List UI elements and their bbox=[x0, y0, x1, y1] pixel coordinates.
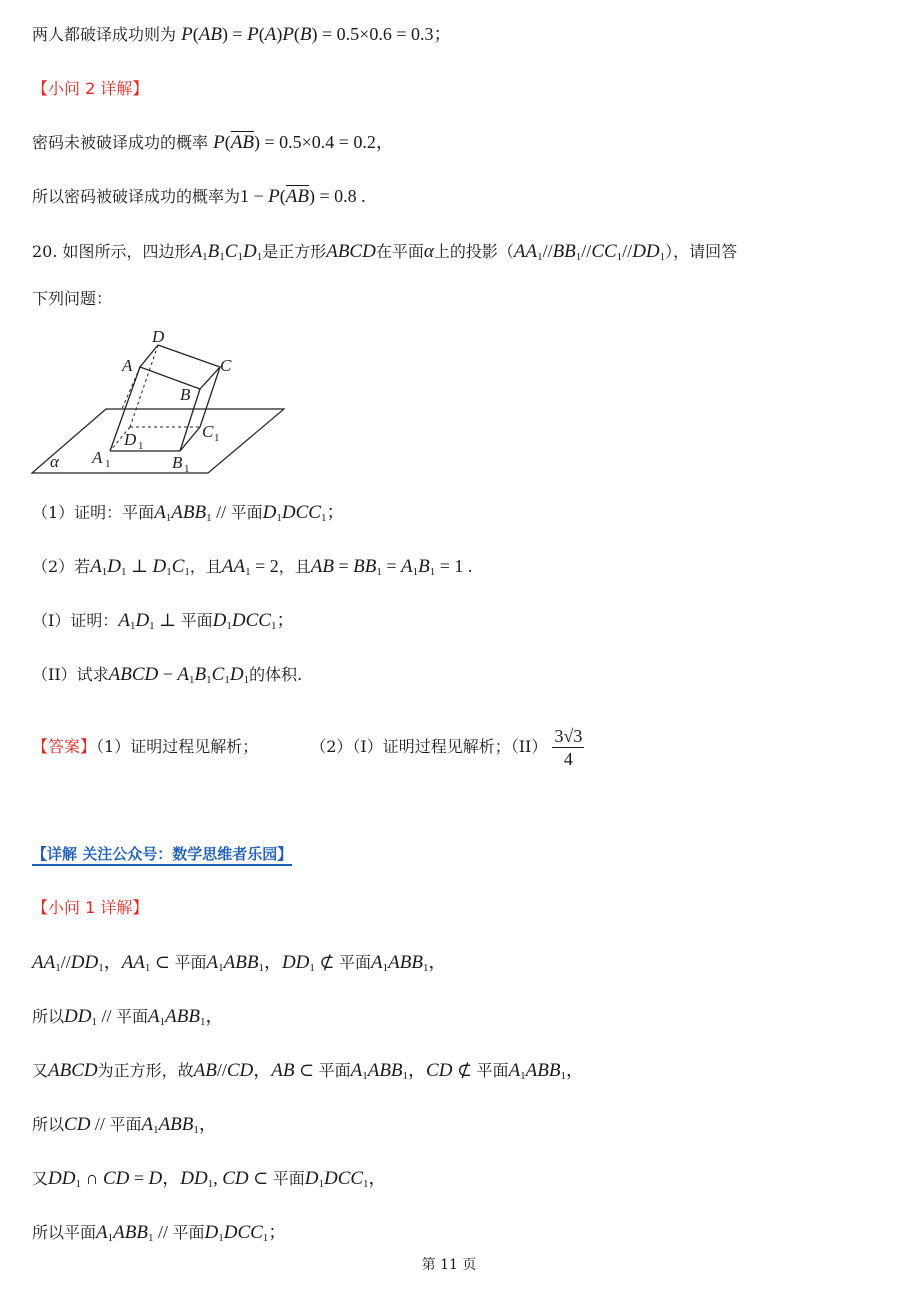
math-expression: P bbox=[213, 132, 225, 153]
edge-cc1 bbox=[200, 367, 220, 427]
detail-line-1: $AA_1//DD_1$，$AA_1$ ⊂ 平面$A_1ABB_1$，$DD_1$ ⊄ 平面$A_1ABB_1$， bbox=[32, 952, 447, 974]
detail-line-2: 所以$DD_1$ // 平面$A_1ABB_1$， bbox=[32, 1006, 224, 1028]
plane-alpha-shape bbox=[32, 409, 284, 473]
label-d: D bbox=[152, 327, 165, 346]
page-number: 第 11 页 bbox=[421, 1257, 477, 1273]
answer-line: 【答案】（1）证明过程见解析； （2）（I）证明过程见解析；（II） $\frac{3√3}{4}$ bbox=[32, 726, 583, 769]
text-line-3: 密码未被破译成功的概率 $P(\overline{AB}) = 0.5\times 0.4 = 0.2$， bbox=[32, 132, 394, 153]
label-sub-a1: 1 bbox=[105, 458, 111, 470]
label-c1: C bbox=[202, 422, 214, 441]
label-b1: B bbox=[172, 453, 183, 472]
question-20-line-1: 20. 如图所示，四边形$A_1B_1C_1D_1$是正方形ABCD在平面α上的投影$(AA_1//BB_1//CC_1//DD_1)$，请回答 bbox=[32, 241, 738, 263]
part-2: （2）若$A_1D_1$ ⊥ $D_1C_1$，且$AA_1 = 2$，且AB = $BB_1 = A_1B_1 = 1$ . bbox=[32, 556, 473, 578]
label-b: B bbox=[180, 385, 191, 404]
label-a: A bbox=[122, 356, 133, 375]
sub-question-1-heading: 【小问 1 详解】 bbox=[32, 898, 149, 917]
detail-line-6: 所以平面$A_1ABB_1$ // 平面$D_1DCC_1$； bbox=[32, 1222, 287, 1244]
detail-line-4: 所以CD // 平面$A_1ABB_1$， bbox=[32, 1114, 217, 1136]
answer-label: 【答案】 bbox=[32, 737, 97, 756]
top-square-shape bbox=[140, 345, 220, 389]
label-sub-d1: 1 bbox=[138, 440, 144, 452]
math-expression: P bbox=[181, 24, 193, 45]
question-20-line-2: 下列问题： bbox=[32, 289, 113, 308]
label-alpha: α bbox=[50, 452, 59, 471]
edge-b1c1 bbox=[180, 427, 200, 451]
label-sub-b1: 1 bbox=[184, 463, 190, 475]
sub-question-2-heading: 【小问 2 详解】 bbox=[32, 79, 149, 98]
label-a1: A bbox=[92, 448, 103, 467]
text-line-4: 所以密码被破译成功的概率为$1 - P(\overline{AB}) = 0.8$ . bbox=[32, 186, 366, 207]
label-c: C bbox=[220, 356, 232, 375]
detail-line-3: 又ABCD为正方形，故AB//CD，AB ⊂ 平面$A_1ABB_1$，CD ⊄ 平面$A_1ABB_1$， bbox=[32, 1060, 584, 1082]
part-I: （I）证明：$A_1D_1$ ⊥ 平面$D_1DCC_1$； bbox=[32, 610, 295, 632]
detail-line-5: 又$DD_1$ ∩ CD = D，$DD_1$, CD ⊂ 平面$D_1DCC_1$， bbox=[32, 1168, 387, 1190]
detail-heading: 【详解 关注公众号：数学思维者乐园】 bbox=[32, 842, 292, 866]
label-d1: D bbox=[124, 430, 137, 449]
answer-fraction: $\frac{3√3}{4}$ bbox=[554, 726, 583, 769]
part-II: （II）试求ABCD − $A_1B_1C_1D_1$的体积. bbox=[32, 664, 303, 686]
part-1: （1）证明：平面$A_1ABB_1$ // 平面$D_1DCC_1$； bbox=[32, 502, 345, 524]
text-line-1: 两人都破译成功则为 P(AB) = P(A)P(B) = 0.5×0.6 = 0.3； bbox=[32, 24, 452, 45]
label-sub-c1: 1 bbox=[214, 432, 220, 444]
geometry-figure bbox=[30, 327, 290, 477]
edge-dd1 bbox=[130, 345, 158, 427]
